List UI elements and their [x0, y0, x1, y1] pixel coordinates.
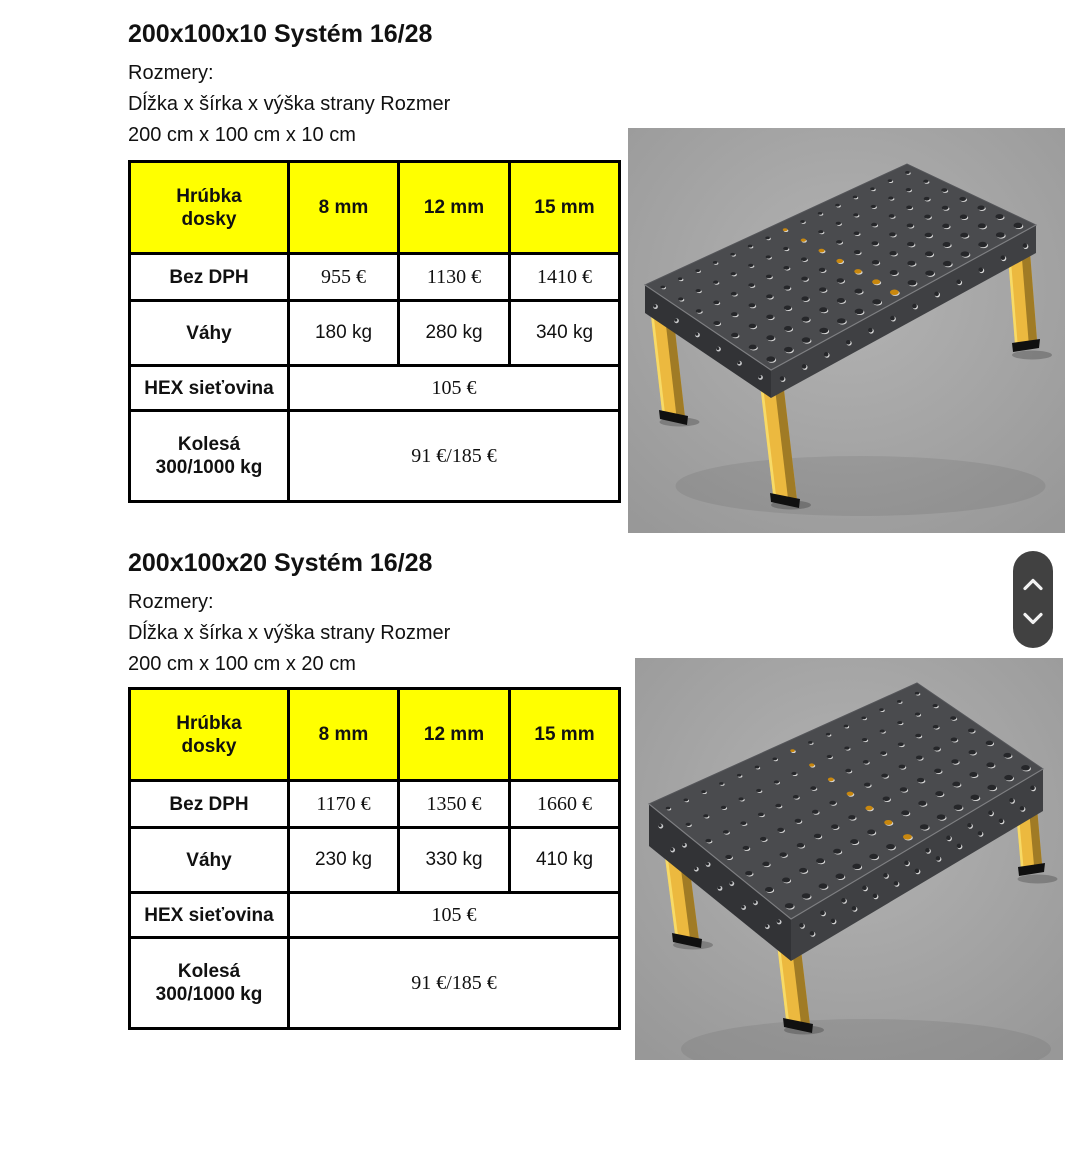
header-cell-12mm: 12 mm: [399, 162, 510, 254]
welding-table-render-icon: [628, 128, 1065, 533]
chevron-down-icon: [1022, 612, 1044, 626]
chevron-up-icon: [1022, 577, 1044, 591]
section-2-title: 200x100x20 Systém 16/28: [128, 549, 433, 577]
row-label-bez-dph: Bez DPH: [130, 254, 289, 301]
wheels-price-cell: 91 €/185 €: [289, 938, 620, 1029]
table-header-row: [130, 689, 620, 781]
row-label-vahy: Váhy: [130, 828, 289, 893]
row-label-hex: HEX sieťovina: [130, 366, 289, 411]
weight-row: [130, 828, 620, 893]
header-cell-15mm: 15 mm: [510, 162, 620, 254]
section-1-dimensions-value: 200 cm x 100 cm x 10 cm: [128, 124, 356, 146]
section-1-rozmery-label: Rozmery:: [128, 62, 214, 84]
header-cell-8mm: 8 mm: [289, 162, 399, 254]
table-header-row: [130, 162, 620, 254]
wheels-row: [130, 411, 620, 502]
price-cell-12mm: 1130 €: [399, 254, 510, 301]
weight-cell-8mm: 230 kg: [289, 828, 399, 893]
row-label-kolesa: Kolesá 300/1000 kg: [130, 938, 289, 1029]
section-2-rozmery-label: Rozmery:: [128, 591, 214, 613]
weight-cell-8mm: 180 kg: [289, 301, 399, 366]
hex-row: [130, 893, 620, 938]
price-table-200x100x10: [128, 160, 621, 503]
header-cell-15mm: 15 mm: [510, 689, 620, 781]
row-label-kolesa: Kolesá 300/1000 kg: [130, 411, 289, 502]
row-label-vahy: Váhy: [130, 301, 289, 366]
weight-cell-12mm: 330 kg: [399, 828, 510, 893]
price-row: [130, 254, 620, 301]
welding-table-render-icon: [635, 658, 1063, 1060]
price-table-200x100x20: [128, 687, 621, 1030]
weight-cell-15mm: 340 kg: [510, 301, 620, 366]
row-label-bez-dph: Bez DPH: [130, 781, 289, 828]
price-cell-15mm: 1410 €: [510, 254, 620, 301]
scroll-down-button[interactable]: [1022, 612, 1044, 626]
row-label-hex: HEX sieťovina: [130, 893, 289, 938]
header-cell-thickness: Hrúbka dosky: [130, 689, 289, 781]
price-cell-15mm: 1660 €: [510, 781, 620, 828]
weight-cell-15mm: 410 kg: [510, 828, 620, 893]
section-1-title: 200x100x10 Systém 16/28: [128, 20, 433, 48]
hex-price-cell: 105 €: [289, 366, 620, 411]
wheels-price-cell: 91 €/185 €: [289, 411, 620, 502]
price-cell-8mm: 1170 €: [289, 781, 399, 828]
section-2-dimensions-value: 200 cm x 100 cm x 20 cm: [128, 653, 356, 675]
product-image-200x100x20: [635, 658, 1063, 1060]
header-cell-thickness: Hrúbka dosky: [130, 162, 289, 254]
product-image-200x100x10: [628, 128, 1065, 533]
scroll-widget: [1013, 551, 1053, 648]
weight-cell-12mm: 280 kg: [399, 301, 510, 366]
header-cell-12mm: 12 mm: [399, 689, 510, 781]
weight-row: [130, 301, 620, 366]
wheels-row: [130, 938, 620, 1029]
section-2-dimensions-caption: Dĺžka x šírka x výška strany Rozmer: [128, 622, 451, 644]
section-1-dimensions-caption: Dĺžka x šírka x výška strany Rozmer: [128, 93, 451, 115]
scroll-up-button[interactable]: [1022, 577, 1044, 591]
price-cell-12mm: 1350 €: [399, 781, 510, 828]
header-cell-8mm: 8 mm: [289, 689, 399, 781]
price-cell-8mm: 955 €: [289, 254, 399, 301]
hex-row: [130, 366, 620, 411]
price-row: [130, 781, 620, 828]
hex-price-cell: 105 €: [289, 893, 620, 938]
